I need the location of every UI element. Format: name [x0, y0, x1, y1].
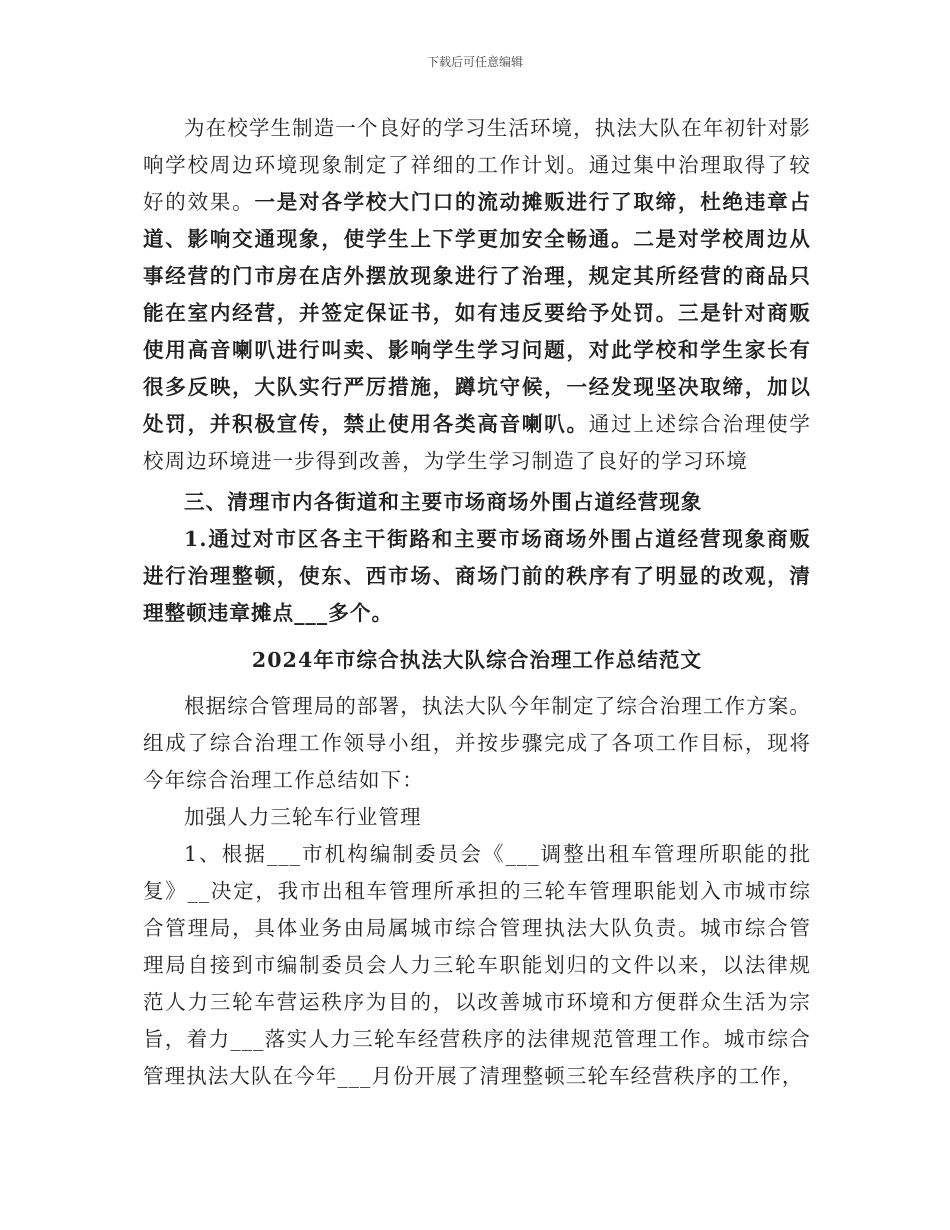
- paragraph-school-environment: [143, 110, 811, 480]
- document-body: [143, 110, 811, 1095]
- page-header: 下载后可任意编辑: [426, 55, 523, 69]
- paragraph-intro-text: 为在校学生制造一个良好的学习生活环境，执法大队在年初针对影响学校周边环境现象制定了祥细的工作计划。通过集中治理取得了较好的效果。: [143, 116, 811, 214]
- paragraph-tricycle-management: 1、根据___市机构编制委员会《___调整出租车管理所职能的批复》__决定，我市出租车管理所承担的三轮车管理职能划入市城市综合管理局，具体业务由局属城市综合管理执法大队负责。城市综合管理局自接到市编制委员会人力三轮车职能划归的文件以来，以法律规范人力三轮车营运秩序为目的，以改善城市环境和方便群众生活为宗旨，着力___落实人力三轮车经营秩序的法律规范管理工作。城市综合管理执法大队在今年___月份开展了清理整顿三轮车经营秩序的工作，: [143, 842, 811, 1088]
- paragraph-tricycle-heading: 加强人力三轮车行业管理: [184, 805, 422, 829]
- document-title: 2024年市综合执法大队综合治理工作总结范文: [251, 648, 703, 672]
- list-item-one: 1.通过对市区各主干街路和主要市场商场外围占道经营现象商贩进行治理整顿，使东、西市场、商场门前的秩序有了明显的改观，清理整顿违章摊点___多个。: [143, 527, 811, 625]
- paragraph-conclusion-text: 通过上述综合治理使学校周边环境进一步得到改善，为学生学习制造了良好的学习环境: [143, 412, 812, 473]
- section-heading-three: 三、清理市内各街道和主要市场商场外围占道经营现象: [184, 490, 703, 514]
- paragraph-summary-intro: 根据综合管理局的部署，执法大队今年制定了综合治理工作方案。组成了综合治理工作领导小组，并按步骤完成了各项工作目标，现将今年综合治理工作总结如下：: [143, 694, 811, 792]
- paragraph-bold-measures: 一是对各学校大门口的流动摊贩进行了取缔，杜绝违章占道、影响交通现象，使学生上下学更加安全畅通。二是对学校周边从事经营的门市房在店外摆放现象进行了治理，规定其所经营的商品只能在室内经营，并签定保证书，如有违反要给予处罚。三是针对商贩使用高音喇叭进行叫卖、影响学生学习问题，对此学校和学生家长有很多反映，大队实行严厉措施，蹲坑守候，一经发现坚决取缔，加以处罚，并积极宣传，禁止使用各类高音喇叭。: [143, 190, 812, 436]
